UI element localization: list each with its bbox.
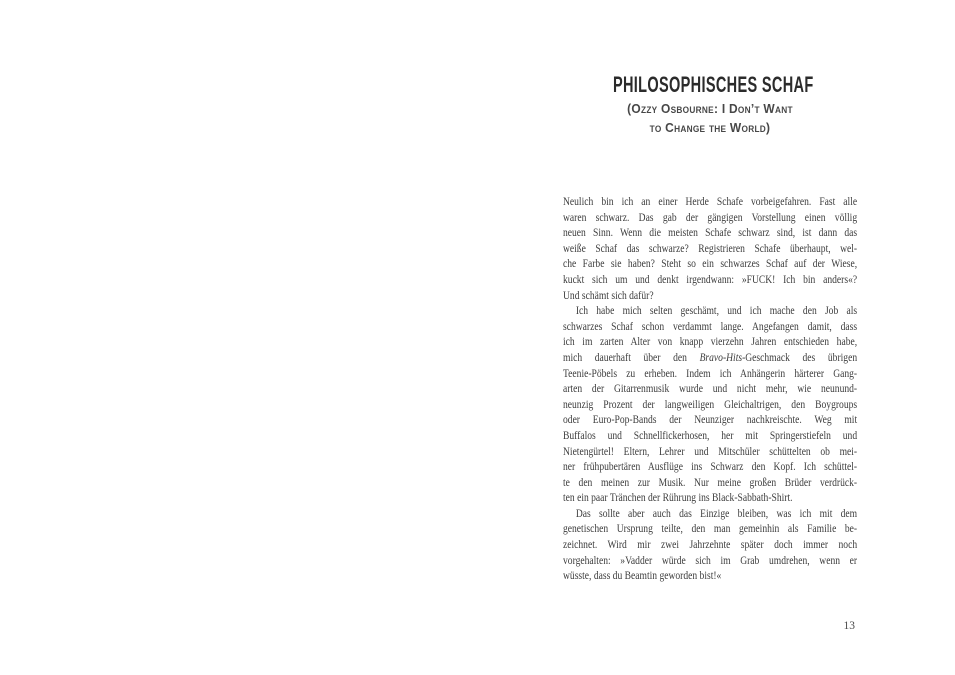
text-line: Das sollte aber auch das Einzige bleiben, was ich mit dem xyxy=(575,507,858,520)
text-line: neunzig Prozent der langweiligen Gleichaltrigen, den Boygroups xyxy=(563,398,858,411)
paragraph xyxy=(563,304,857,507)
chapter-heading xyxy=(563,73,857,137)
text-line: mich dauerhaft über den Bravo-Hits-Geschmack des übrigen xyxy=(563,351,858,364)
text-line: arten der Gitarrenmusik wurde und nicht mehr, wie neunund- xyxy=(563,383,858,396)
text-line: ten ein paar Tränchen der Rührung ins Black-Sabbath-Shirt. xyxy=(563,492,793,505)
text-line: Ich habe mich selten geschämt, und ich mache den Job als xyxy=(575,305,858,318)
chapter-title: PHILOSOPHISCHES SCHAF xyxy=(612,72,814,97)
text-line: weiße Schaf das schwarze? Registrieren Schafe überhaupt, wel- xyxy=(563,242,858,255)
text-line: schwarzes Schaf schon verdammt lange. Angefangen damit, dass xyxy=(563,320,858,333)
text-line: Neulich bin ich an einer Herde Schafe vorbeigefahren. Fast alle xyxy=(563,196,858,208)
text-line: ner frühpubertären Ausflüge ins Schwarz den Kopf. Ich schüttel- xyxy=(563,461,858,474)
text-line: kuckt sich um und denkt irgendwann: »FUCK! Ich bin anders«? xyxy=(563,273,858,286)
text-line: vorgehalten: »Vadder würde sich im Grab umdrehen, wenn er xyxy=(563,554,858,567)
text-line: Teenie-Pöbels zu erheben. Indem ich Anhängerin härterer Gang- xyxy=(563,367,858,380)
paragraph xyxy=(563,195,857,304)
italic-text: Bravo-Hits- xyxy=(699,351,746,364)
chapter-subtitle-line: to Change the World) xyxy=(649,120,771,135)
text-line: genetischen Ursprung teilte, den man gemeinhin als Familie be- xyxy=(563,523,858,536)
text-line: te den meinen zur Musik. Nur meine großen Brüder verdrück- xyxy=(563,476,858,489)
chapter-subtitle-line: (Ozzy Osbourne: I Don’t Want xyxy=(627,101,793,116)
text-line: oder Euro-Pop-Bands der Neunziger nachkreischte. Weg mit xyxy=(563,414,858,427)
left-page-blank xyxy=(0,0,477,675)
text-line: Nietengürtel! Eltern, Lehrer und Mitschüler schüttelten ob mei- xyxy=(563,445,858,458)
text-line: Und schämt sich dafür? xyxy=(563,289,654,302)
text-line: neuen Sinn. Wenn die meisten Schafe schwarz sind, ist dann das xyxy=(563,227,858,240)
text-column xyxy=(563,0,857,675)
body-text xyxy=(563,195,857,585)
page-number: 13 xyxy=(843,620,855,632)
text-line: waren schwarz. Das gab der gängigen Vorstellung einen völlig xyxy=(563,211,858,224)
paragraph xyxy=(563,507,857,585)
right-page xyxy=(477,0,955,675)
text-line: che Farbe sie haben? Steht so ein schwarzes Schaf auf der Wiese, xyxy=(563,258,858,271)
text-line: Buffalos und Schnellfickerhosen, her mit Springerstiefeln und xyxy=(563,429,858,442)
chapter-subtitle xyxy=(563,99,857,137)
text-line: ich im zarten Alter von knapp vierzehn Jahren entschieden habe, xyxy=(563,336,858,349)
text-line: wüsste, dass du Beamtin geworden bist!« xyxy=(563,570,722,583)
text-line: zeichnet. Wird mir zwei Jahrzehnte später doch immer noch xyxy=(563,539,858,552)
